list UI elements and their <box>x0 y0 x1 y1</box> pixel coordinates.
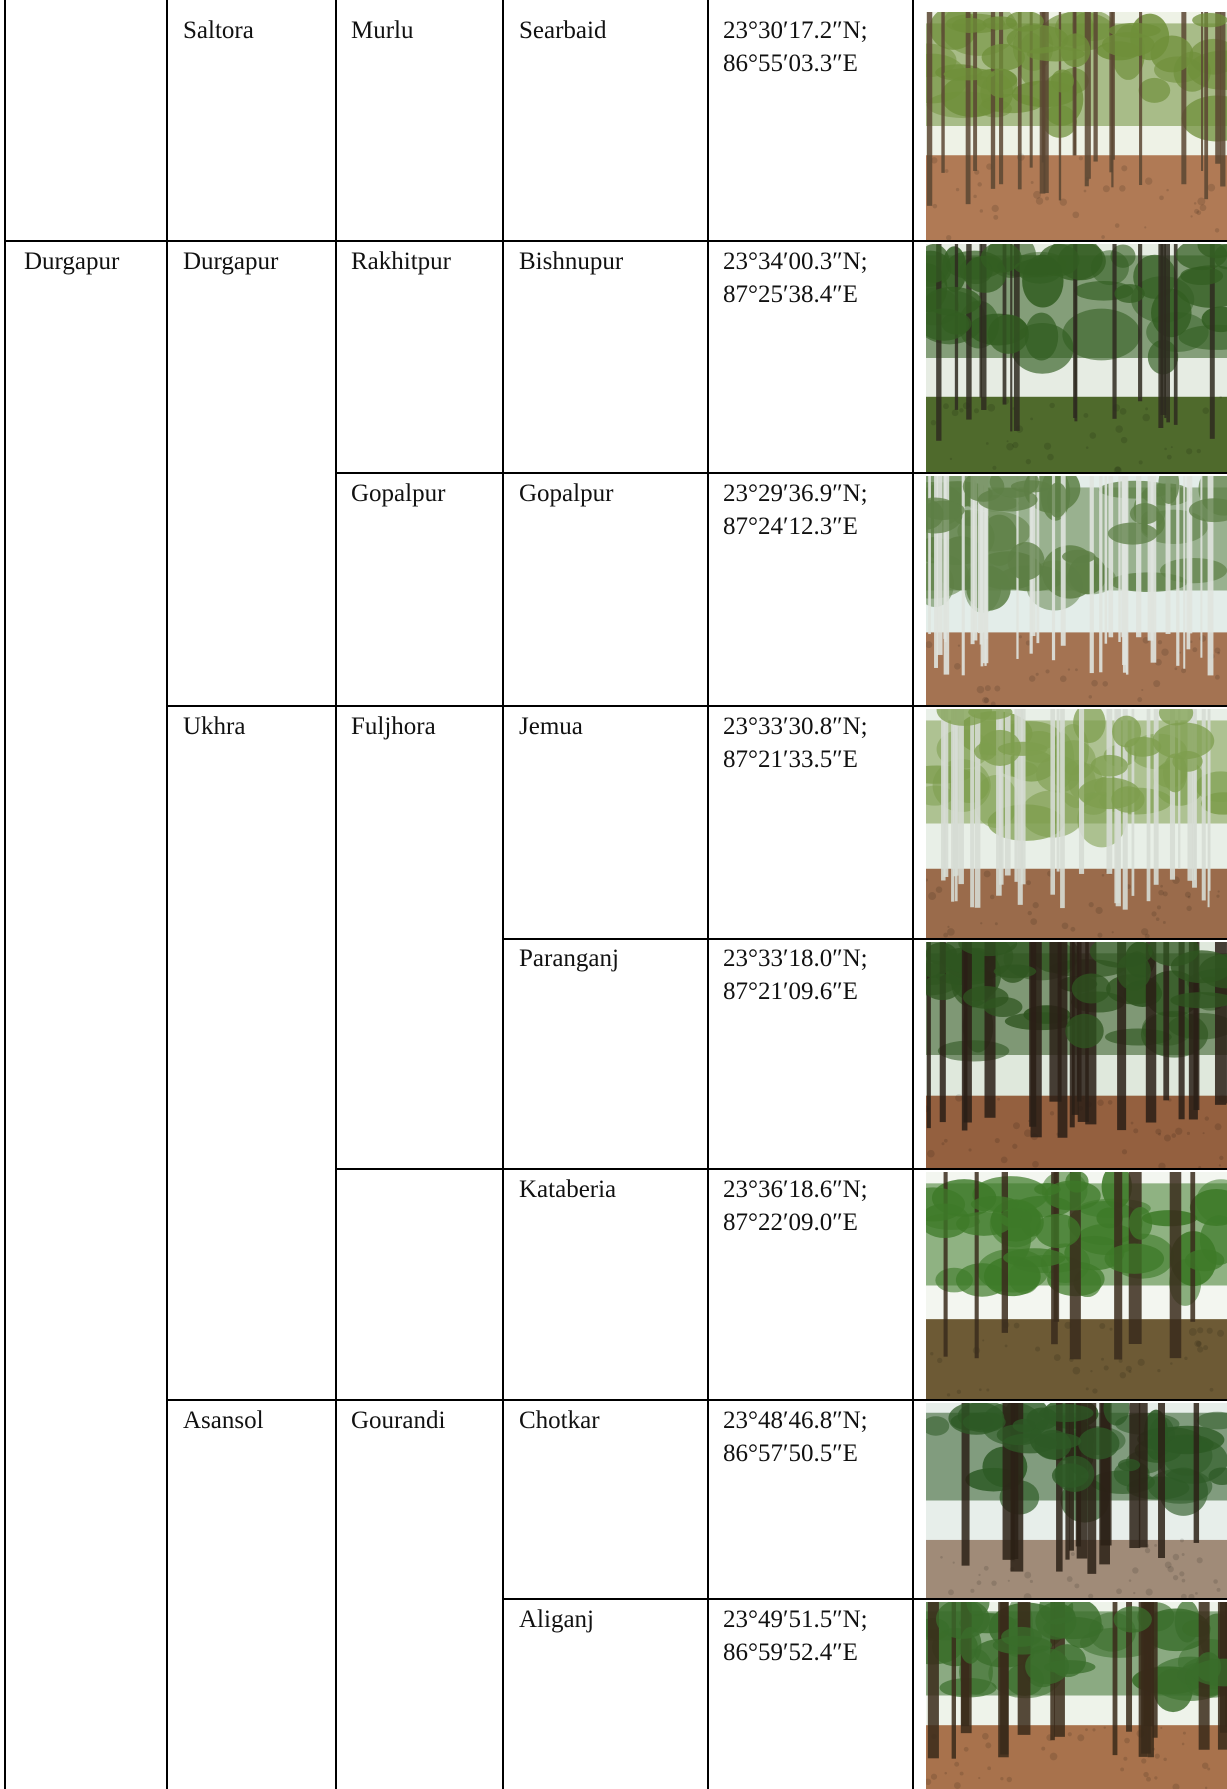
site-cell: Kataberia <box>519 1176 617 1203</box>
coords-lon: 86°57′50.5″E <box>723 1440 858 1467</box>
coords-lat: 23°34′00.3″N; <box>723 248 868 275</box>
photo-illustration <box>926 244 1227 472</box>
table-border-left <box>4 0 6 1789</box>
photo-illustration <box>926 1172 1227 1399</box>
coords-lon: 86°55′03.3″E <box>723 50 858 77</box>
coords-lat: 23°48′46.8″N; <box>723 1407 868 1434</box>
site-cell: Chotkar <box>519 1407 600 1434</box>
coords-lon: 87°21′09.6″E <box>723 978 858 1005</box>
coords-lon: 87°25′38.4″E <box>723 281 858 308</box>
col-divider-1 <box>166 0 168 1789</box>
coords-lon: 87°22′09.0″E <box>723 1209 858 1236</box>
range-cell: Durgapur <box>183 248 279 275</box>
col-divider-4 <box>707 0 709 1789</box>
coords-lat: 23°33′30.8″N; <box>723 713 868 740</box>
coords-lat: 23°30′17.2″N; <box>723 17 868 44</box>
forest-photo-aliganj <box>926 1602 1227 1789</box>
forest-photo-chotkar <box>926 1403 1227 1598</box>
forest-photo-jemua <box>926 709 1227 938</box>
beat-cell: Gourandi <box>351 1407 446 1434</box>
forest-photo-kataberia <box>926 1172 1227 1399</box>
forest-photo-searbaid <box>926 12 1227 240</box>
division-cell: Durgapur <box>24 248 120 275</box>
site-cell: Searbaid <box>519 17 607 44</box>
row-divider <box>4 240 1227 242</box>
beat-cell: Murlu <box>351 17 414 44</box>
forest-photo-bishnupur <box>926 244 1227 472</box>
range-cell: Saltora <box>183 17 254 44</box>
forest-photo-gopalpur <box>926 476 1227 705</box>
row-divider <box>502 938 1227 940</box>
row-divider <box>166 705 1227 707</box>
col-divider-3 <box>502 0 504 1789</box>
row-divider <box>166 1399 1227 1401</box>
coords-lat: 23°36′18.6″N; <box>723 1176 868 1203</box>
photo-illustration <box>926 12 1227 240</box>
coords-lon: 87°21′33.5″E <box>723 746 858 773</box>
site-cell: Jemua <box>519 713 583 740</box>
coords-lon: 87°24′12.3″E <box>723 513 858 540</box>
range-cell: Asansol <box>183 1407 264 1434</box>
beat-cell: Gopalpur <box>351 480 446 507</box>
row-divider <box>335 472 1227 474</box>
col-divider-5 <box>912 0 914 1789</box>
beat-cell: Fuljhora <box>351 713 436 740</box>
site-cell: Paranganj <box>519 945 619 972</box>
coords-lat: 23°33′18.0″N; <box>723 945 868 972</box>
coords-lat: 23°29′36.9″N; <box>723 480 868 507</box>
site-cell: Gopalpur <box>519 480 614 507</box>
row-divider <box>502 1598 1227 1600</box>
beat-cell: Rakhitpur <box>351 248 451 275</box>
col-divider-2 <box>335 0 337 1789</box>
photo-illustration <box>926 942 1227 1168</box>
forest-photo-paranganj <box>926 942 1227 1168</box>
range-cell: Ukhra <box>183 713 246 740</box>
photo-illustration <box>926 476 1227 705</box>
site-cell: Aliganj <box>519 1606 594 1633</box>
coords-lat: 23°49′51.5″N; <box>723 1606 868 1633</box>
photo-illustration <box>926 709 1227 938</box>
coords-lon: 86°59′52.4″E <box>723 1639 858 1666</box>
row-divider <box>335 1168 1227 1170</box>
photo-illustration <box>926 1403 1227 1598</box>
photo-illustration <box>926 1602 1227 1789</box>
site-cell: Bishnupur <box>519 248 624 275</box>
